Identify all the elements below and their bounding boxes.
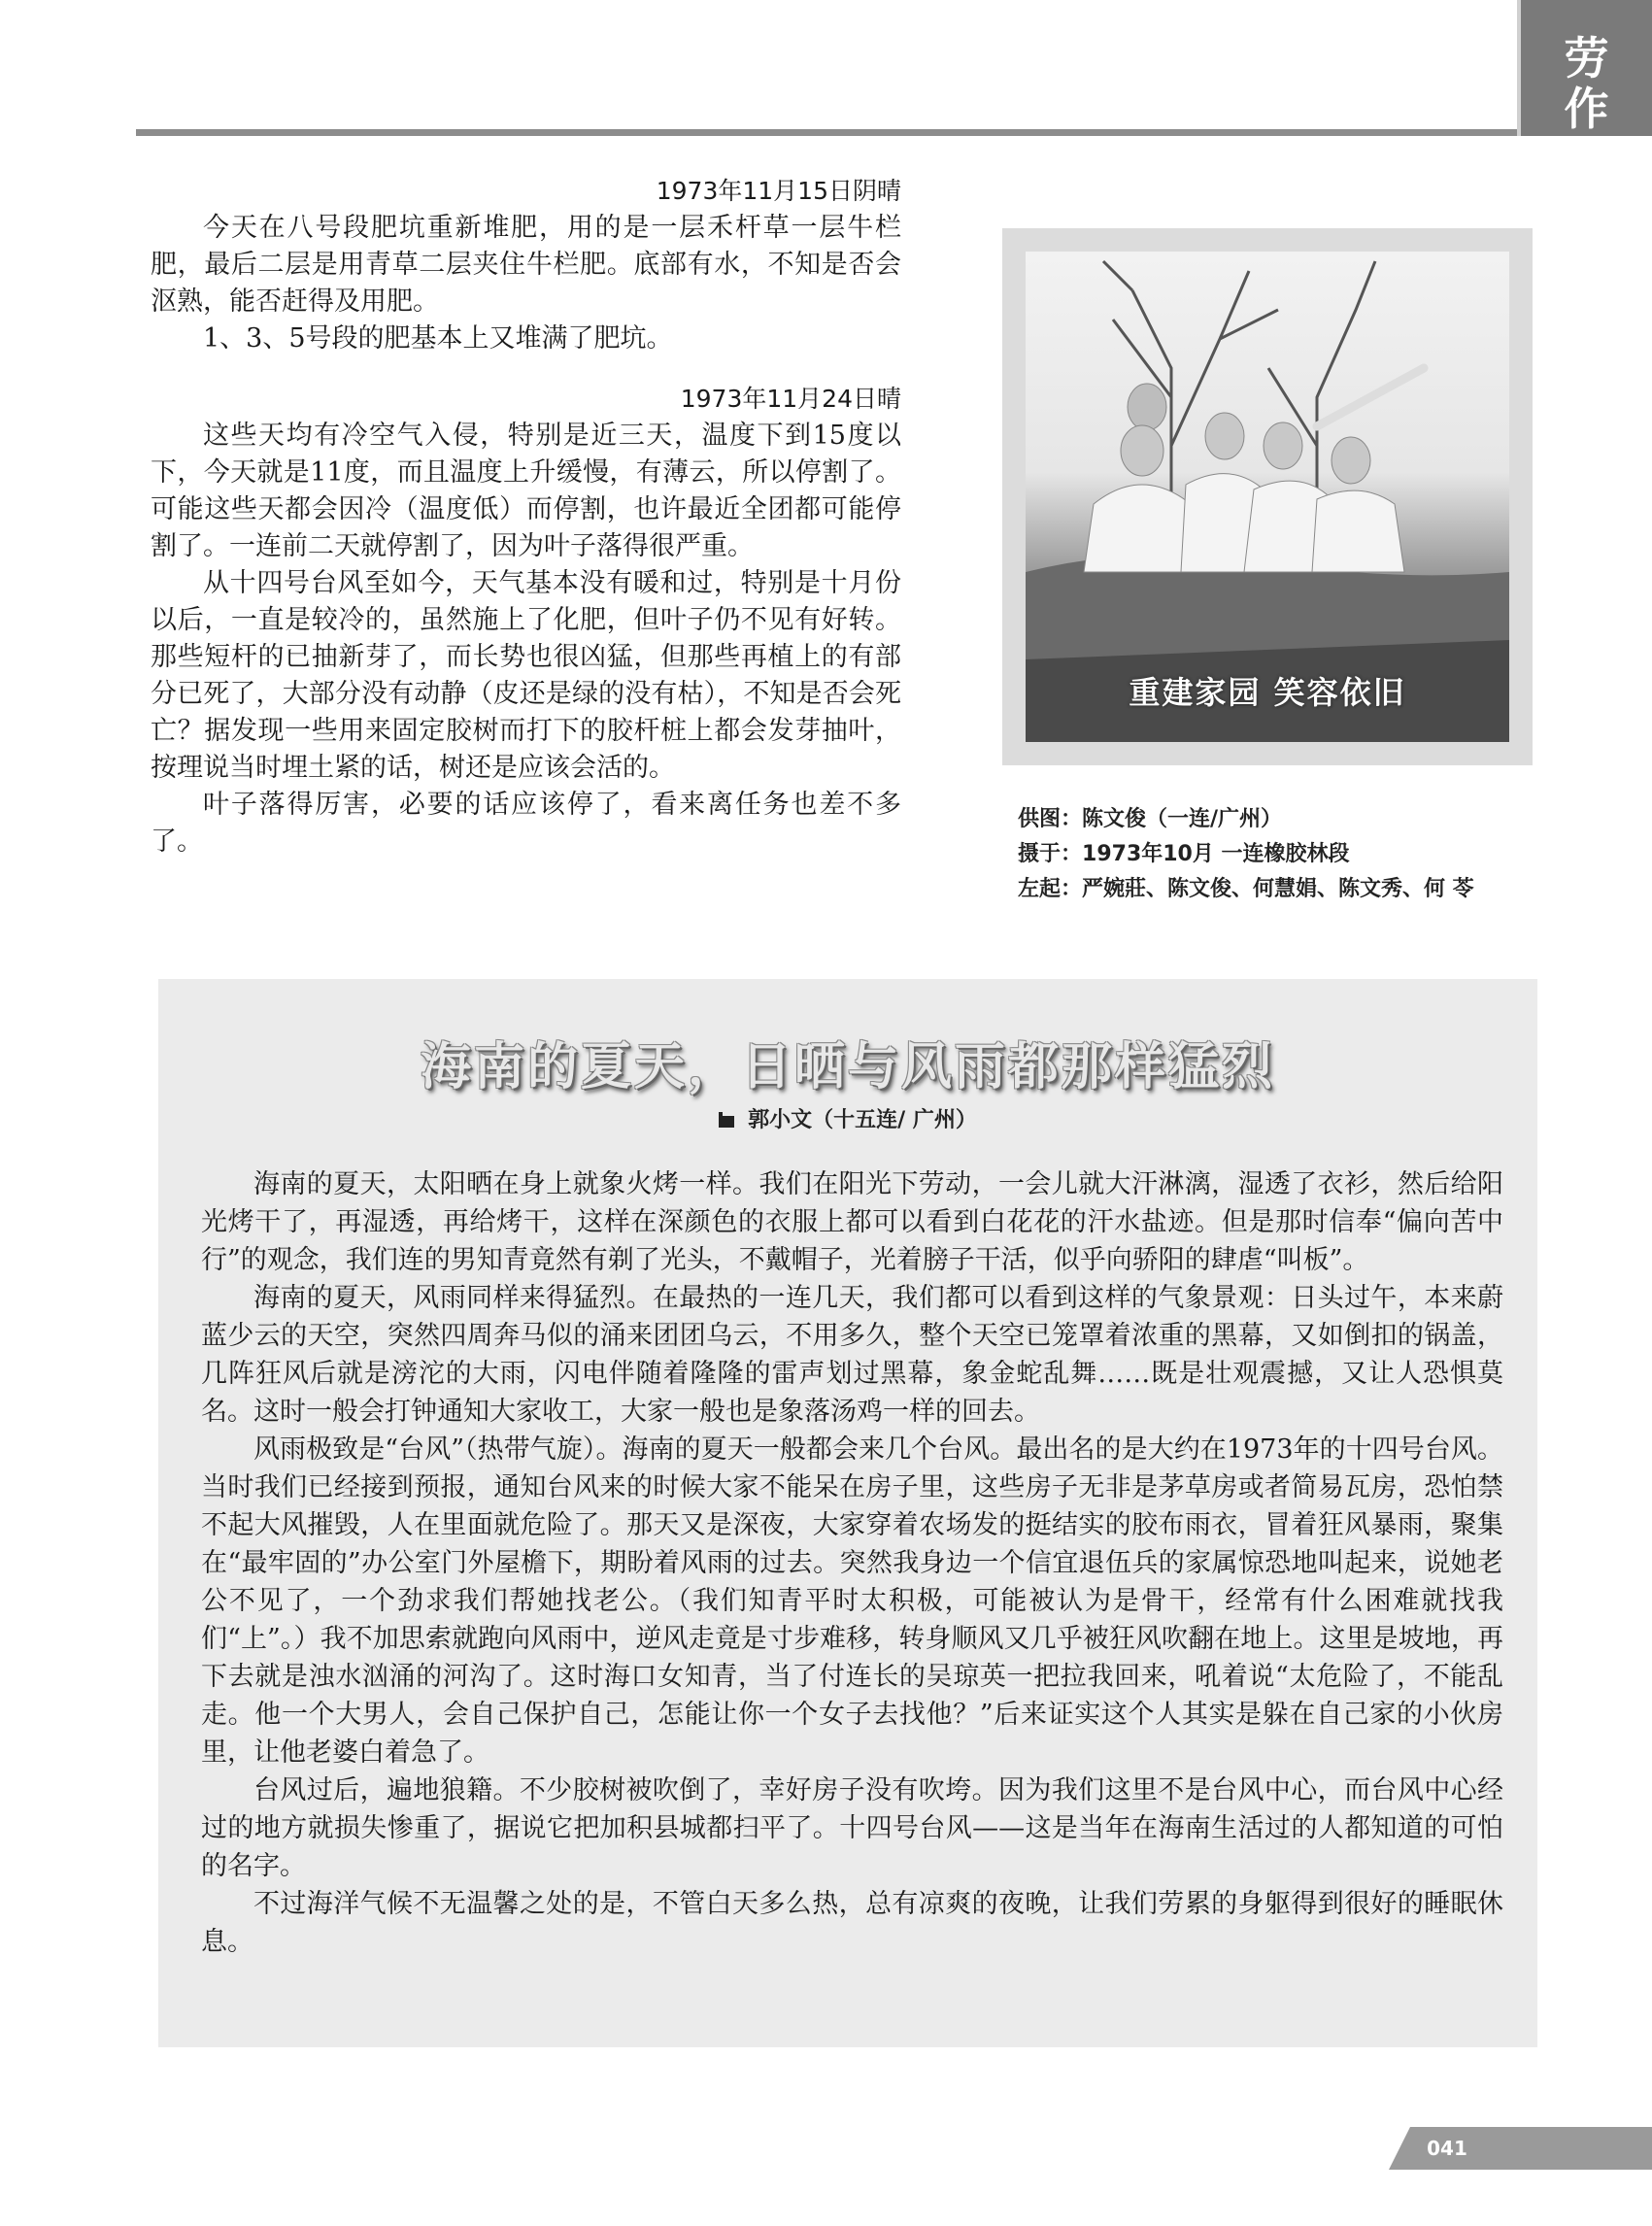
byline-marker-icon bbox=[719, 1112, 734, 1128]
credit-value: 严婉莊、陈文俊、何慧娟、陈文秀、何 苓 bbox=[1082, 877, 1474, 901]
credit-value: 1973年10月 一连橡胶林段 bbox=[1082, 842, 1350, 866]
diary-paragraph: 这些天均有冷空气入侵，特别是近三天，温度下到15度以下，今天就是11度，而且温度上升缓慢，有薄云，所以停割了。可能这些天都会因冷（温度低）而停割，也许最近全团都可能停割了。一连前二天就停割了，因为叶子落得很严重。 bbox=[151, 421, 901, 561]
diary-date: 1973年11月24日晴 bbox=[680, 385, 901, 413]
section-tab bbox=[1517, 0, 1652, 136]
article-body bbox=[201, 1165, 1503, 1961]
diary-paragraph: 从十四号台风至如今，天气基本没有暖和过，特别是十月份以后，一直是较冷的，虽然施上了化肥，但叶子仍不见有好转。那些短杆的已抽新芽了，而长势也很凶猛，但那些再植上的有部分已死了，大部分没有动静（皮还是绿的没有枯），不知是否会死亡？据发现一些用来固定胶树而打下的胶杆桩上都会发芽抽叶，按理说当时埋土紧的话，树还是应该会活的。 bbox=[151, 568, 901, 783]
photo-caption: 重建家园 笑容依旧 bbox=[1129, 674, 1406, 711]
photo-credits bbox=[1018, 802, 1542, 907]
article-paragraph: 台风过后，遍地狼籍。不少胶树被吹倒了，幸好房子没有吹垮。因为我们这里不是台风中心，而台风中心经过的地方就损失惨重了，据说它把加积县城都扫平了。十四号台风——这是当年在海南生活过的人都知道的可怕的名字。 bbox=[201, 1775, 1503, 1881]
article-byline bbox=[158, 1103, 1537, 1133]
article-title: 海南的夏天，日晒与风雨都那样猛烈 bbox=[420, 1038, 1275, 1096]
diary-paragraph: 今天在八号段肥坑重新堆肥，用的是一层禾杆草一层牛栏肥，最后二层是用青草二层夹住牛栏肥。底部有水，不知是否会沤熟，能否赶得及用肥。 bbox=[151, 213, 901, 317]
section-tab-char-1: 劳 bbox=[1564, 32, 1609, 84]
diary-entries bbox=[151, 173, 901, 860]
diary-date: 1973年11月15日阴晴 bbox=[656, 177, 901, 205]
credit-row bbox=[1018, 802, 1542, 837]
article-paragraph: 不过海洋气候不无温馨之处的是，不管白天多么热，总有凉爽的夜晚，让我们劳累的身躯得到很好的睡眠休息。 bbox=[201, 1889, 1503, 1957]
page-number: 041 bbox=[1427, 2137, 1467, 2160]
header-rule bbox=[136, 129, 1517, 136]
credit-row bbox=[1018, 837, 1542, 872]
credit-row bbox=[1018, 872, 1542, 907]
photo-frame bbox=[1002, 228, 1533, 765]
diary-paragraph: 叶子落得厉害，必要的话应该停了，看来离任务也差不多了。 bbox=[151, 790, 901, 857]
diary-paragraph: 1、3、5号段的肥基本上又堆满了肥坑。 bbox=[203, 323, 673, 354]
section-tab-char-2: 作 bbox=[1564, 83, 1609, 135]
article-paragraph: 海南的夏天，风雨同样来得猛烈。在最热的一连几天，我们都可以看到这样的气象景观：日头过午，本来蔚蓝少云的天空，突然四周奔马似的涌来团团乌云，不用多久，整个天空已笼罩着浓重的黑幕，又如倒扣的锅盖，几阵狂风后就是滂沱的大雨，闪电伴随着隆隆的雷声划过黑幕，象金蛇乱舞……既是壮观震撼，又让人恐惧莫名。这时一般会打钟通知大家收工，大家一般也是象落汤鸡一样的回去。 bbox=[201, 1283, 1503, 1427]
group-photo bbox=[1026, 252, 1509, 742]
credit-key: 摄于： bbox=[1018, 842, 1083, 866]
credit-key: 供图： bbox=[1018, 807, 1083, 831]
article-paragraph: 海南的夏天，太阳晒在身上就象火烤一样。我们在阳光下劳动，一会儿就大汗淋漓，湿透了衣衫，然后给阳光烤干了，再湿透，再给烤干，这样在深颜色的衣服上都可以看到白花花的汗水盐迹。但是那时信奉“偏向苦中行”的观念，我们连的男知青竟然有剃了光头，不戴帽子，光着膀子干活，似乎向骄阳的肆虐“叫板”。 bbox=[201, 1169, 1503, 1275]
article-paragraph: 风雨极致是“台风”（热带气旋）。海南的夏天一般都会来几个台风。最出名的是大约在1973年的十四号台风。当时我们已经接到预报，通知台风来的时候大家不能呆在房子里，这些房子无非是茅草房或者简易瓦房，恐怕禁不起大风摧毁，人在里面就危险了。那天又是深夜，大家穿着农场发的挺结实的胶布雨衣，冒着狂风暴雨，聚集在“最牢固的”办公室门外屋檐下，期盼着风雨的过去。突然我身边一个信宜退伍兵的家属惊恐地叫起来，说她老公不见了，一个劲求我们帮她找老公。（我们知青平时太积极，可能被认为是骨干，经常有什么困难就找我们“上”。）我不加思索就跑向风雨中，逆风走竟是寸步难移，转身顺风又几乎被狂风吹翻在地上。这里是坡地，再下去就是浊水汹涌的河沟了。这时海口女知青，当了付连长的吴琼英一把拉我回来，吼着说“太危险了，不能乱走。他一个大男人，会自己保护自己，怎能让你一个女子去找他？”后来证实这个人其实是躲在自己家的小伙房里，让他老婆白着急了。 bbox=[201, 1434, 1503, 1768]
credit-key: 左起： bbox=[1018, 877, 1083, 901]
byline-text: 郭小文（十五连/ 广州） bbox=[748, 1108, 977, 1132]
credit-value: 陈文俊（一连/广州） bbox=[1082, 807, 1283, 831]
article-box bbox=[158, 979, 1537, 2047]
